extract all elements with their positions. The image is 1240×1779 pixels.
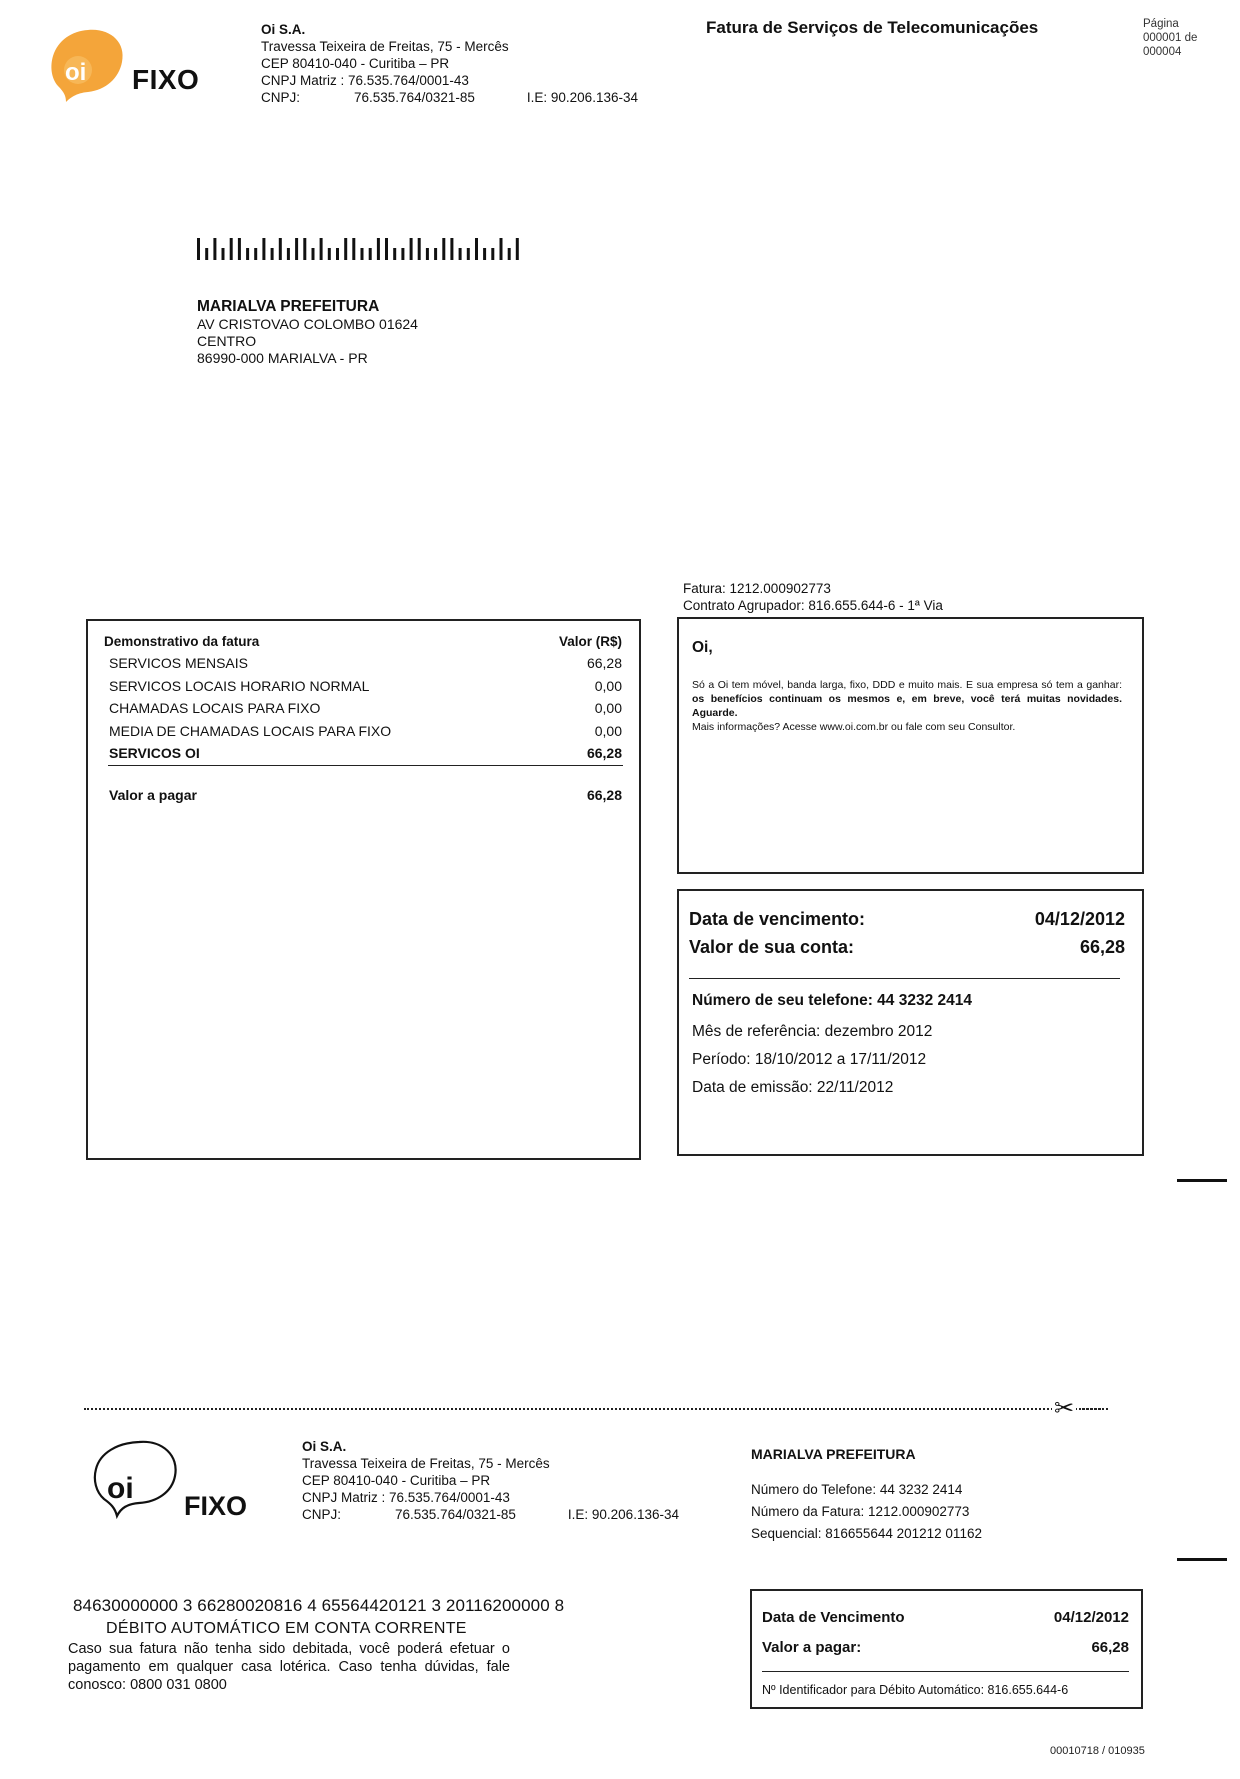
- stub-sequencial: Sequencial: 816655644 201212 01162: [751, 1526, 982, 1541]
- oi-logo: [48, 26, 128, 104]
- stub-phone: Número do Telefone: 44 3232 2414: [751, 1482, 963, 1497]
- statement-row-value: 0,00: [594, 700, 622, 716]
- company-name: Oi S.A.: [261, 22, 306, 37]
- cut-line-end: [1082, 1408, 1108, 1410]
- statement-divider: [108, 765, 623, 766]
- due-date-label: Data de vencimento:: [689, 909, 866, 929]
- stub-due-divider: [762, 1671, 1129, 1672]
- barcode-digits: 84630000000 3 66280020816 4 65564420121 3 20116200000 8: [73, 1596, 565, 1615]
- statement-subtotal-value: 66,28: [586, 745, 622, 761]
- stub-due-date-value: 04/12/2012: [1053, 1609, 1129, 1626]
- recipient-street: AV CRISTOVAO COLOMBO 01624: [197, 316, 418, 332]
- account-value-label: Valor de sua conta:: [689, 937, 855, 957]
- stub-invoice-number: Número da Fatura: 1212.000902773: [751, 1504, 970, 1519]
- page-total: 000004: [1143, 46, 1182, 58]
- stub-pay-label: Valor a pagar:: [762, 1639, 862, 1656]
- fold-mark: [1177, 1179, 1227, 1182]
- due-date-value: 04/12/2012: [1034, 909, 1125, 929]
- statement-row-value: 0,00: [594, 678, 622, 694]
- recipient-district: CENTRO: [197, 333, 257, 349]
- auto-debit-note: Caso sua fatura não tenha sido debitada, você poderá efetuar o pagamento em qualquer casa lotérica. Caso tenha dúvidas, fale conosco: 0800 031 0800: [68, 1641, 510, 1693]
- contrato-agrupador: Contrato Agrupador: 816.655.644-6 - 1ª Via: [683, 598, 943, 613]
- message-box: [677, 617, 1144, 874]
- statement-row-label: CHAMADAS LOCAIS PARA FIXO: [109, 700, 321, 716]
- invoice-references: [683, 580, 943, 614]
- cnpj-label: CNPJ:: [302, 1507, 342, 1522]
- message-greeting: Oi,: [692, 639, 713, 656]
- scissors-icon: ✂: [1054, 1395, 1075, 1422]
- company-cnpj-matriz: CNPJ Matriz : 76.535.764/0001-43: [302, 1490, 510, 1505]
- cut-line: [84, 1408, 1104, 1410]
- message-more-info: Mais informações? Acesse www.oi.com.br ou fale com seu Consultor.: [692, 721, 1016, 733]
- oi-logo-outline: [89, 1436, 183, 1522]
- page-label: Página: [1143, 18, 1179, 30]
- statement-row-label: SERVICOS MENSAIS: [109, 655, 249, 671]
- company-address: Travessa Teixeira de Freitas, 75 - Mercês: [302, 1456, 550, 1471]
- statement-row-label: MEDIA DE CHAMADAS LOCAIS PARA FIXO: [109, 723, 392, 739]
- reference-month: Mês de referência: dezembro 2012: [692, 1023, 933, 1040]
- account-value: 66,28: [1079, 937, 1125, 957]
- svg-text:oi: oi: [65, 59, 87, 86]
- stub-customer-name: MARIALVA PREFEITURA: [751, 1446, 916, 1462]
- auto-debit-title: DÉBITO AUTOMÁTICO EM CONTA CORRENTE: [106, 1620, 467, 1637]
- company-address: Travessa Teixeira de Freitas, 75 - Mercês: [261, 39, 509, 54]
- company-name: Oi S.A.: [302, 1439, 347, 1454]
- fold-mark: [1177, 1558, 1227, 1561]
- message-text: Só a Oi tem móvel, banda larga, fixo, DDD e muito mais. E sua empresa só tem a ganhar:: [692, 679, 1122, 691]
- billing-period: Período: 18/10/2012 a 17/11/2012: [692, 1051, 927, 1068]
- issue-date: Data de emissão: 22/11/2012: [692, 1079, 894, 1096]
- company-info-stub: [302, 1438, 679, 1523]
- phone-number: Número de seu telefone: 44 3232 2414: [692, 992, 972, 1009]
- statement-box: [86, 619, 641, 1160]
- amount-due-label: Valor a pagar: [109, 787, 197, 803]
- recipient-city: 86990-000 MARIALVA - PR: [197, 350, 368, 366]
- statement-value-header: Valor (R$): [558, 634, 622, 649]
- due-summary-box: [677, 889, 1144, 1156]
- amount-due-value: 66,28: [586, 787, 622, 803]
- company-cnpj-row: [302, 1506, 679, 1523]
- stub-due-box: [750, 1589, 1143, 1709]
- statement-row-value: 0,00: [594, 723, 622, 739]
- stub-customer-info: [751, 1446, 982, 1545]
- fatura-number: Fatura: 1212.000902773: [683, 581, 831, 596]
- page-info: [1143, 17, 1197, 59]
- stub-due-date-label: Data de Vencimento: [762, 1609, 905, 1626]
- company-cnpj-matriz: CNPJ Matriz : 76.535.764/0001-43: [261, 73, 469, 88]
- recipient-name: MARIALVA PREFEITURA: [197, 298, 380, 315]
- cnpj-value: 76.535.764/0321-85: [354, 90, 475, 105]
- document-title: Fatura de Serviços de Telecomunicações: [706, 18, 1039, 37]
- company-cnpj-row: [261, 89, 638, 106]
- product-name: FIXO: [132, 64, 200, 95]
- statement-row-label: SERVICOS LOCAIS HORARIO NORMAL: [109, 678, 370, 694]
- ie-value: I.E: 90.206.136-34: [526, 90, 638, 105]
- ie-value: I.E: 90.206.136-34: [567, 1507, 679, 1522]
- message-body: [692, 678, 1122, 734]
- recipient-address: [197, 298, 418, 367]
- company-info: [261, 21, 638, 106]
- product-name-stub: FIXO: [184, 1491, 248, 1521]
- auto-debit-id: Nº Identificador para Débito Automático: 816.655.644-6: [762, 1683, 1069, 1697]
- company-cep: CEP 80410-040 - Curitiba – PR: [261, 56, 450, 71]
- due-divider: [689, 978, 1120, 979]
- stub-pay-value: 66,28: [1091, 1639, 1129, 1656]
- document-sequence: 00010718 / 010935: [1050, 1745, 1145, 1757]
- cnpj-label: CNPJ:: [261, 90, 301, 105]
- company-cep: CEP 80410-040 - Curitiba – PR: [302, 1473, 491, 1488]
- cnpj-value: 76.535.764/0321-85: [395, 1507, 516, 1522]
- svg-text:oi: oi: [107, 1472, 134, 1505]
- page-line: 000001 de: [1143, 32, 1198, 44]
- postal-barcode: [197, 238, 524, 260]
- statement-subtotal-label: SERVICOS OI: [109, 745, 200, 761]
- statement-title: Demonstrativo da fatura: [104, 634, 260, 649]
- message-highlight: os benefícios continuam os mesmos e, em breve, você terá muitas novidades. Aguarde.: [692, 693, 1122, 719]
- statement-row-value: 66,28: [586, 655, 622, 671]
